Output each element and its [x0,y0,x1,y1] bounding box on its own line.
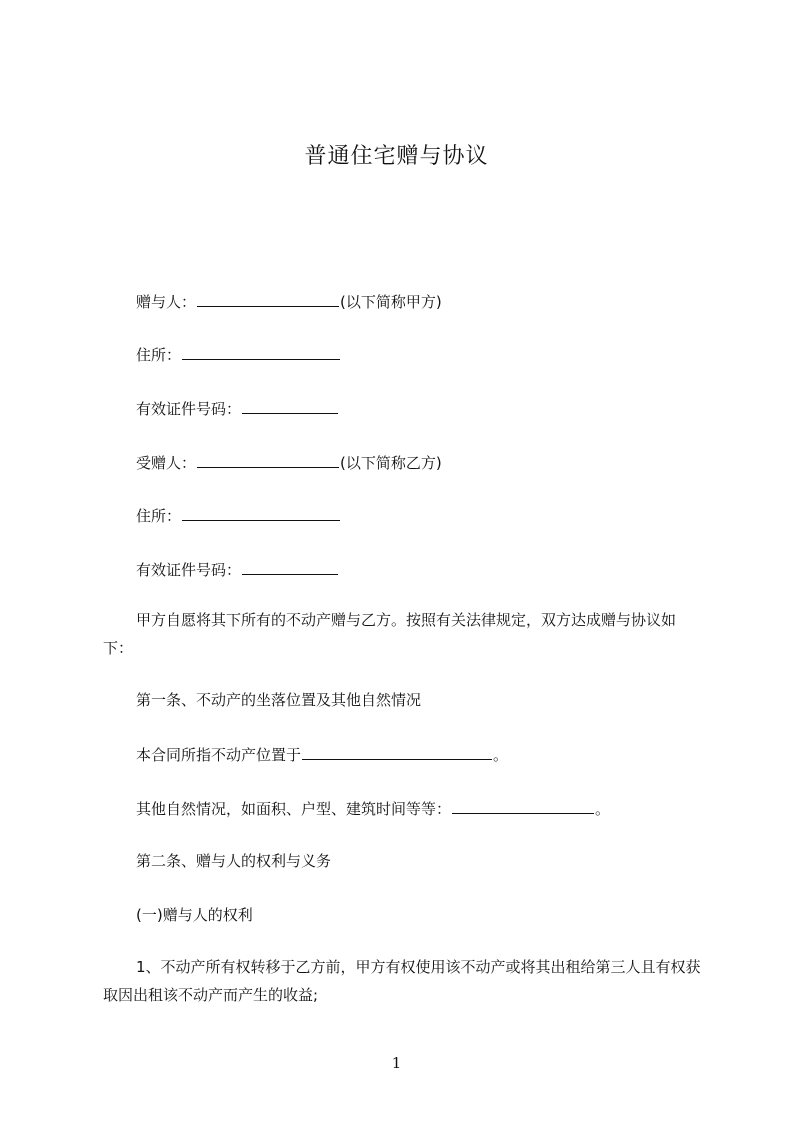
page-number: 1 [391,1054,402,1072]
donor-id-label: 有效证件号码： [136,400,242,418]
donor-address-line [136,344,341,365]
document-title: 普通住宅赠与协议 [304,144,489,169]
donee-address-line [136,505,341,526]
other-info-blank[interactable] [452,798,594,814]
donee-id-line [136,559,339,580]
donor-address-label: 住所： [136,346,182,364]
donee-line [136,452,442,473]
rights-heading: (一)赠与人的权利 [136,906,253,924]
other-info-line [136,798,610,819]
location-label: 本合同所指不动产位置于 [136,746,302,764]
donor-line [136,291,442,312]
donee-name-blank[interactable] [197,452,339,468]
donee-address-blank[interactable] [182,505,340,521]
donee-id-blank[interactable] [242,559,338,575]
location-blank[interactable] [302,744,492,760]
article1-heading: 第一条、不动产的坐落位置及其他自然情况 [136,691,422,709]
donor-suffix: (以下简称甲方) [340,293,442,311]
donor-label: 赠与人： [136,293,197,311]
donee-label: 受赠人： [136,454,197,472]
clause1-paragraph: 1、不动产所有权转移于乙方前，甲方有权使用该不动产或将其出租给第三人且有权获取因出租该不动产而产生的收益; [103,958,701,1004]
intro-paragraph: 甲方自愿将其下所有的不动产赠与乙方。按照有关法律规定，双方达成赠与协议如下： [103,611,677,657]
donor-id-blank[interactable] [242,398,338,414]
donee-address-label: 住所： [136,507,182,525]
donor-name-blank[interactable] [197,291,339,307]
other-info-label: 其他自然情况，如面积、户型、建筑时间等等： [136,800,452,818]
donor-id-line [136,398,339,419]
other-info-end: 。 [595,800,611,818]
donor-address-blank[interactable] [182,344,340,360]
location-end: 。 [493,746,509,764]
location-line [136,744,508,765]
donee-suffix: (以下简称乙方) [340,454,442,472]
article2-heading: 第二条、赠与人的权利与义务 [136,852,332,870]
donee-id-label: 有效证件号码： [136,561,242,579]
